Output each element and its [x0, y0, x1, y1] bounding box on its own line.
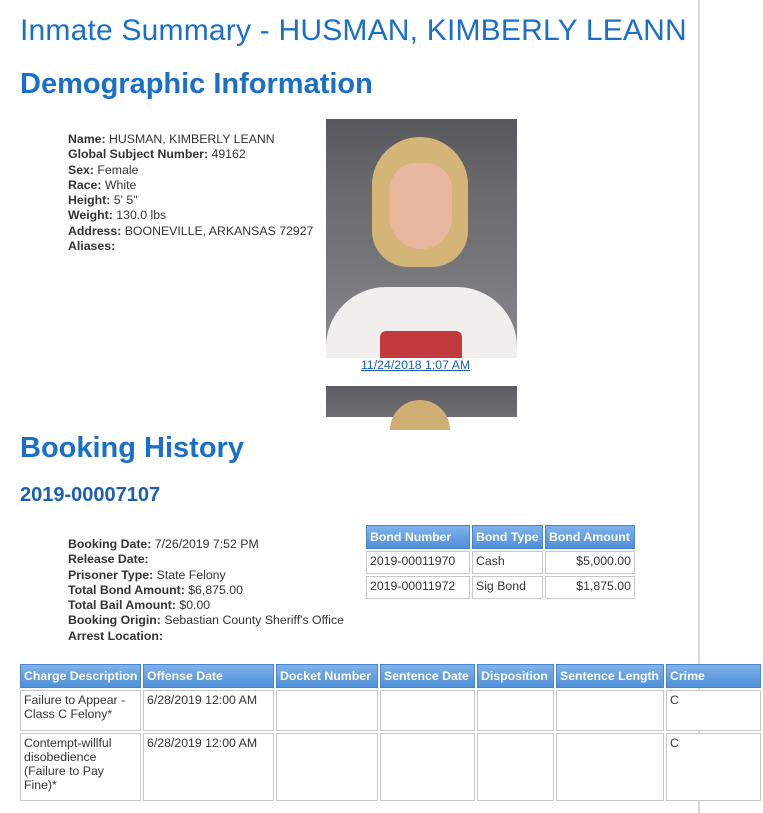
- charges-table: [18, 662, 763, 803]
- crime-cell: C: [666, 690, 761, 731]
- field-sex: Sex: Female: [68, 162, 139, 177]
- page-title: Inmate Summary - HUSMAN, KIMBERLY LEANN: [20, 14, 687, 47]
- disposition-cell: [477, 733, 554, 801]
- demographic-details: [68, 132, 313, 254]
- booking-details: [68, 537, 344, 644]
- bond-type-cell: Cash: [472, 551, 543, 574]
- mugshot-date-link[interactable]: 11/24/2018 1:07 AM: [361, 358, 471, 372]
- charge-description-cell: Contempt-willful disobedience (Failure to Pay Fine)*: [20, 733, 141, 801]
- sentence-date-header: Sentence Date: [380, 664, 475, 688]
- charge-description-header: Charge Description: [20, 664, 141, 688]
- booking-history-heading: Booking History: [20, 432, 244, 464]
- charge-row: [20, 733, 761, 801]
- offense-date-cell: 6/28/2019 12:00 AM: [143, 690, 274, 731]
- charge-description-cell: Failure to Appear - Class C Felony*: [20, 690, 141, 731]
- field-total-bail-amount: Total Bail Amount: $0.00: [68, 598, 211, 613]
- disposition-cell: [477, 690, 554, 731]
- field-release-date: Release Date:: [68, 552, 149, 567]
- mugshot-photo-secondary: [326, 386, 517, 417]
- crime-header: Crime: [666, 664, 761, 688]
- field-weight: Weight: 130.0 lbs: [68, 208, 167, 223]
- field-prisoner-type: Prisoner Type: State Felony: [68, 567, 226, 582]
- bond-type-header: Bond Type: [472, 525, 543, 549]
- bond-amount-cell: $1,875.00: [545, 576, 635, 599]
- bond-amount-header: Bond Amount: [545, 525, 635, 549]
- booking-number: 2019-00007107: [20, 484, 161, 506]
- sentence-length-cell: [556, 733, 664, 801]
- field-booking-date: Booking Date: 7/26/2019 7:52 PM: [68, 537, 259, 551]
- docket-number-header: Docket Number: [276, 664, 378, 688]
- bond-number-cell: 2019-00011970: [366, 551, 470, 574]
- disposition-header: Disposition: [477, 664, 554, 688]
- bond-table-header: [366, 525, 635, 549]
- offense-date-cell: 6/28/2019 12:00 AM: [143, 733, 274, 801]
- field-booking-origin: Booking Origin: Sebastian County Sheriff's Office: [68, 613, 344, 628]
- sentence-length-header: Sentence Length: [556, 664, 664, 688]
- field-race: Race: White: [68, 177, 137, 192]
- field-arrest-location: Arrest Location:: [68, 628, 163, 643]
- sentence-date-cell: [380, 733, 475, 801]
- bond-amount-cell: $5,000.00: [545, 551, 635, 574]
- sentence-date-cell: [380, 690, 475, 731]
- field-address: Address: BOONEVILLE, ARKANSAS 72927: [68, 223, 314, 238]
- field-aliases: Aliases:: [68, 239, 116, 254]
- docket-number-cell: [276, 690, 378, 731]
- bond-row: [366, 576, 635, 599]
- sentence-length-cell: [556, 690, 664, 731]
- field-total-bond-amount: Total Bond Amount: $6,875.00: [68, 582, 243, 597]
- charge-row: [20, 690, 761, 731]
- demographic-heading: Demographic Information: [20, 68, 373, 100]
- offense-date-header: Offense Date: [143, 664, 274, 688]
- bond-table: [364, 523, 637, 601]
- bond-row: [366, 551, 635, 574]
- bond-number-cell: 2019-00011972: [366, 576, 470, 599]
- docket-number-cell: [276, 733, 378, 801]
- field-height: Height: 5' 5": [68, 193, 138, 208]
- field-name: Name: HUSMAN, KIMBERLY LEANN: [68, 132, 275, 146]
- charges-table-header: [20, 664, 761, 688]
- charges-table-container[interactable]: [18, 662, 705, 803]
- field-global-subject-number: Global Subject Number: 49162: [68, 147, 246, 162]
- mugshot-photo: [326, 119, 517, 358]
- bond-type-cell: Sig Bond: [472, 576, 543, 599]
- crime-cell: C: [666, 733, 761, 801]
- bond-number-header: Bond Number: [366, 525, 470, 549]
